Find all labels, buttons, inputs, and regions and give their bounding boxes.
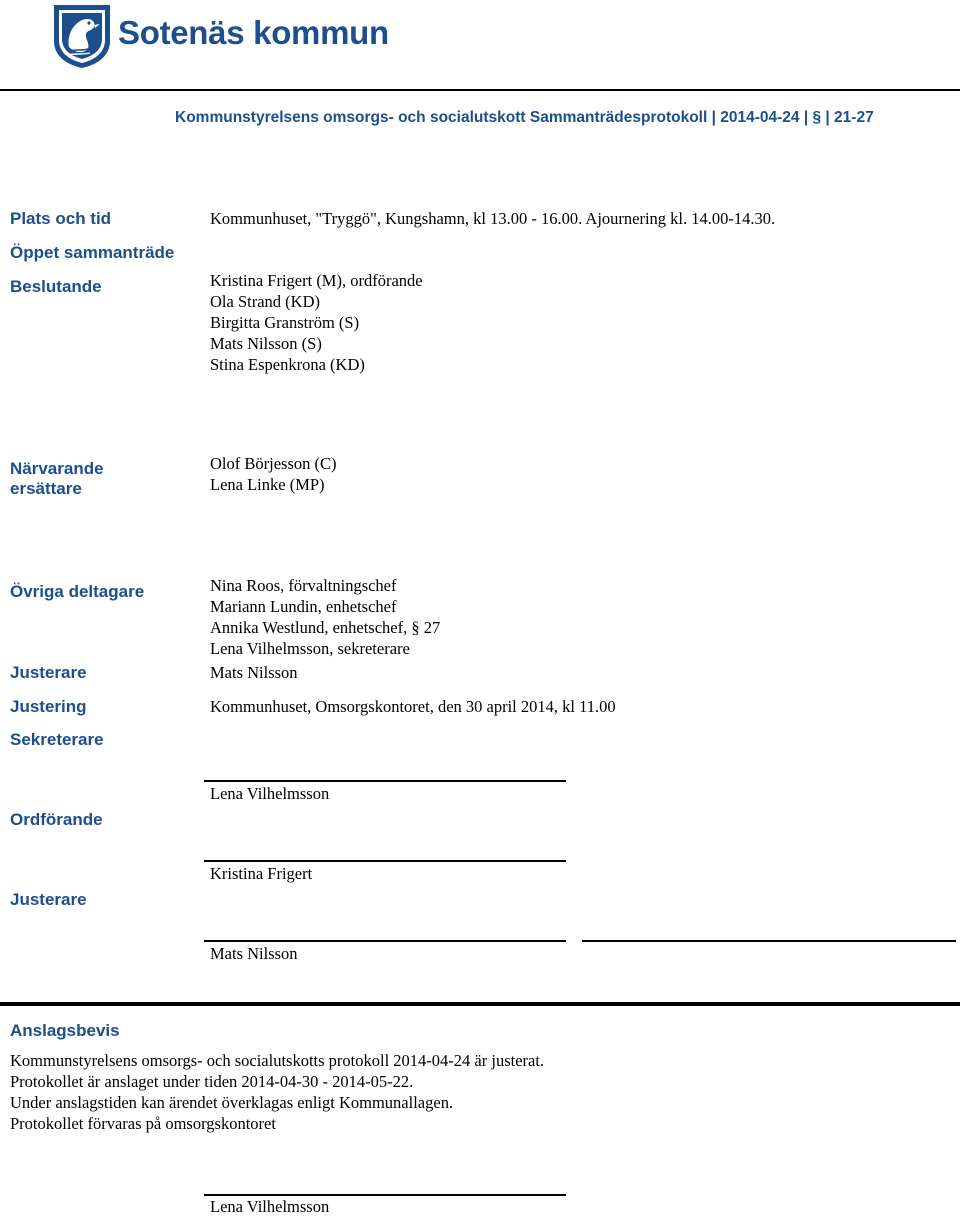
beslutande-item: Ola Strand (KD) xyxy=(210,292,320,311)
justerare-signature-line xyxy=(204,940,566,942)
beslutande-item: Mats Nilsson (S) xyxy=(210,334,322,353)
plats-och-tid-label: Plats och tid xyxy=(10,209,112,228)
ovriga-item: Nina Roos, förvaltningschef xyxy=(210,576,397,595)
justerare-value: Mats Nilsson xyxy=(210,663,298,682)
narvarande-list xyxy=(210,453,337,495)
beslutande-item: Kristina Frigert (M), ordförande xyxy=(210,271,423,290)
narvarande-label-line-2: ersättare xyxy=(10,479,82,498)
oppet-sammantrade-label: Öppet sammanträde xyxy=(10,243,175,262)
justerare-name: Mats Nilsson xyxy=(210,944,298,963)
narvarande-ersattare-label xyxy=(10,459,104,499)
anslagsbevis-signer: Lena Vilhelmsson xyxy=(210,1197,330,1216)
second-justerare-signature-line xyxy=(582,940,956,942)
ovriga-list xyxy=(210,575,440,659)
anslagsbevis-line: Under anslagstiden kan ärendet överklagas enligt Kommunallagen. xyxy=(10,1093,454,1112)
anslagsbevis-divider xyxy=(0,1002,960,1006)
document-header: Kommunstyrelsens omsorgs- och socialutskott Sammanträdesprotokoll | 2014-04-24 | § | 21-27 xyxy=(175,109,874,126)
anslagsbevis-line: Kommunstyrelsens omsorgs- och socialutskotts protokoll 2014-04-24 är justerat. xyxy=(10,1051,545,1070)
narvarande-item: Olof Börjesson (C) xyxy=(210,454,337,473)
ovriga-item: Annika Westlund, enhetschef, § 27 xyxy=(210,618,441,637)
beslutande-list xyxy=(210,270,423,375)
justering-label: Justering xyxy=(10,697,87,716)
anslagsbevis-line: Protokollet är anslaget under tiden 2014-04-30 - 2014-05-22. xyxy=(10,1072,414,1091)
plats-och-tid-value: Kommunhuset, "Tryggö", Kungshamn, kl 13.00 - 16.00. Ajournering kl. 14.00-14.30. xyxy=(210,209,776,228)
beslutande-item: Stina Espenkrona (KD) xyxy=(210,355,365,374)
justering-value: Kommunhuset, Omsorgskontoret, den 30 april 2014, kl 11.00 xyxy=(210,697,616,716)
narvarande-label-line-1: Närvarande xyxy=(10,459,104,478)
narvarande-item: Lena Linke (MP) xyxy=(210,475,325,494)
anslagsbevis-title: Anslagsbevis xyxy=(10,1021,120,1040)
beslutande-item: Birgitta Granström (S) xyxy=(210,313,360,332)
sekreterare-label: Sekreterare xyxy=(10,730,104,749)
ordforande-label: Ordförande xyxy=(10,810,103,829)
ordforande-name: Kristina Frigert xyxy=(210,864,313,883)
sekreterare-signature-line xyxy=(204,780,566,782)
brand-name: Sotenäs kommun xyxy=(118,14,389,51)
justerare-signature-label: Justerare xyxy=(10,890,87,909)
ovriga-item: Mariann Lundin, enhetschef xyxy=(210,597,397,616)
beslutande-label: Beslutande xyxy=(10,277,102,296)
anslagsbevis-line: Protokollet förvaras på omsorgskontoret xyxy=(10,1114,276,1133)
ovriga-item: Lena Vilhelmsson, sekreterare xyxy=(210,639,410,658)
ovriga-deltagare-label: Övriga deltagare xyxy=(10,582,145,601)
sekreterare-name: Lena Vilhelmsson xyxy=(210,784,330,803)
anslagsbevis-text xyxy=(10,1050,544,1134)
justerare-label: Justerare xyxy=(10,663,87,682)
municipality-crest-icon xyxy=(52,3,112,69)
ordforande-signature-line xyxy=(204,860,566,862)
header-divider xyxy=(0,89,960,91)
